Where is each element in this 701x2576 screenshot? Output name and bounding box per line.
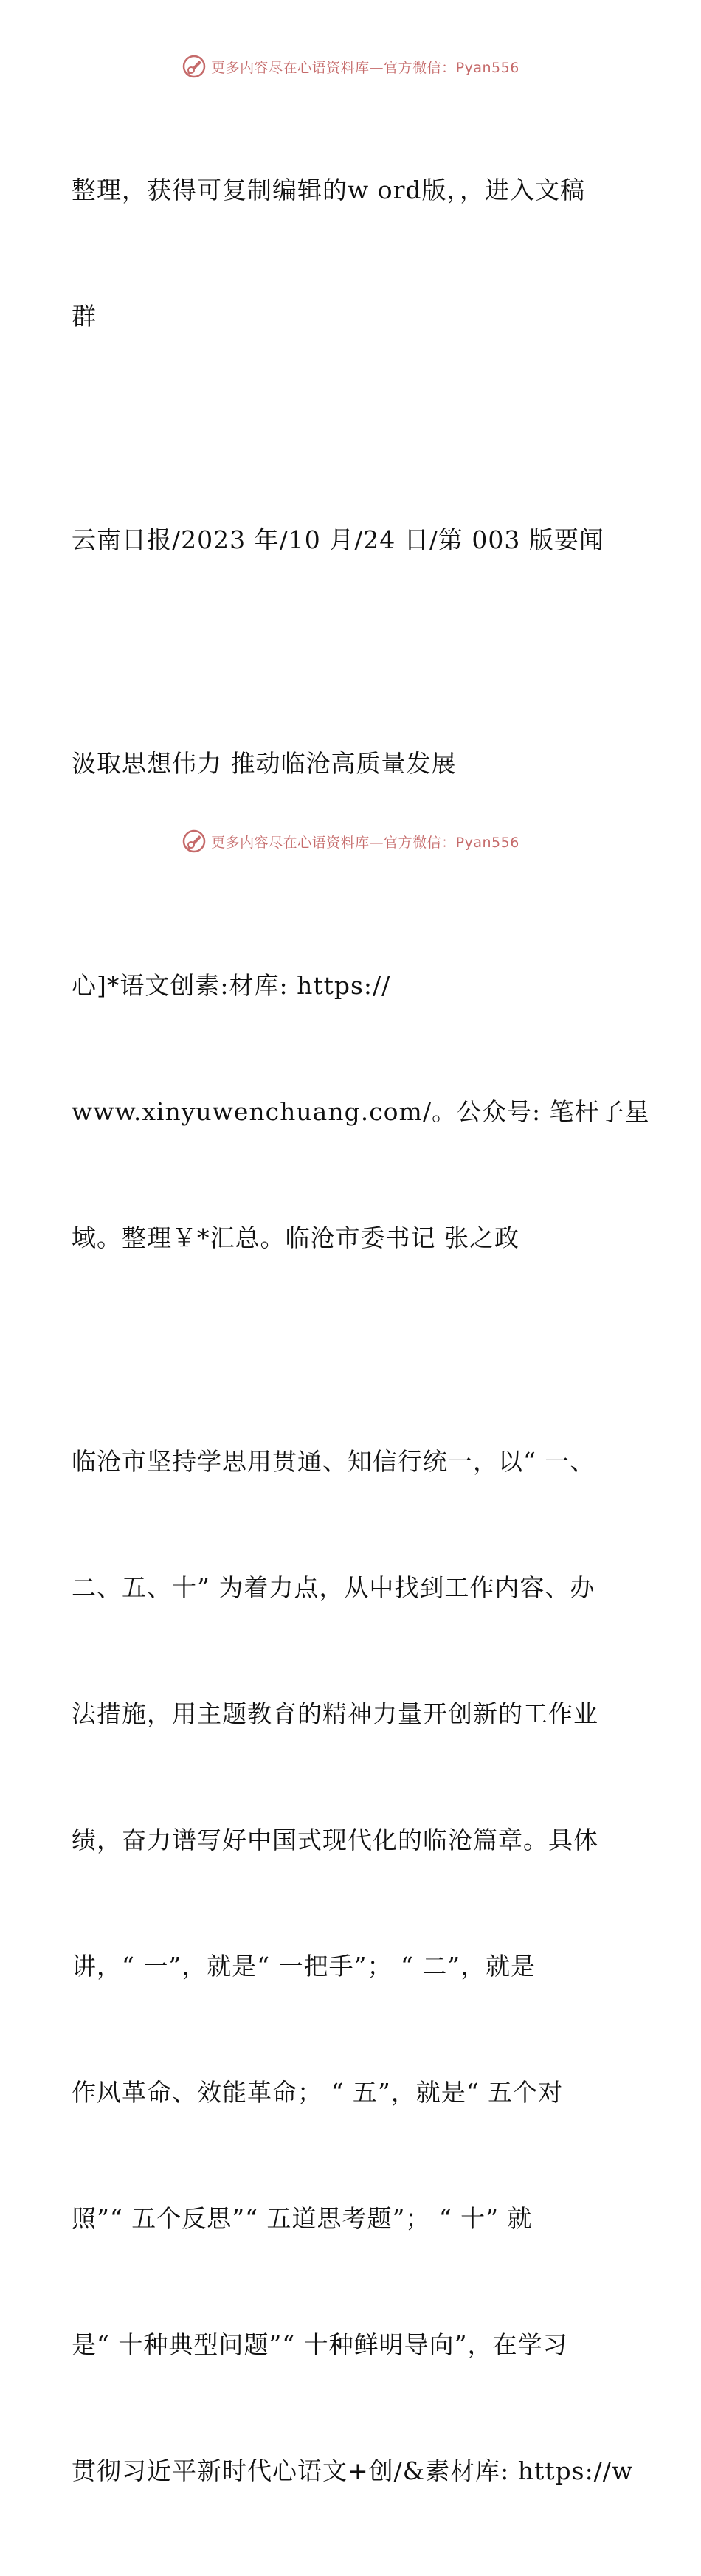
text-line: 二、五、十” 为着力点，从中找到工作内容、办 <box>72 1573 595 1602</box>
text-line: 绩，奋力谱写好中国式现代化的临沧篇章。具体 <box>72 1826 598 1854</box>
text-line: 照”“ 五个反思”“ 五道思考题”； “ 十” 就 <box>72 2204 533 2233</box>
wechat-id: Pyan556 <box>455 834 519 851</box>
paragraph-body <box>72 1356 632 2576</box>
text-line: 域。整理￥*汇总。临沧市委书记 张之政 <box>72 1223 519 1252</box>
footer-watermark-banner <box>0 825 701 857</box>
text-line: 心]*语文创素:材库: https:// <box>72 971 391 1000</box>
banner-text: 更多内容尽在心语资料库—官方微信：Pyan556 <box>211 59 519 76</box>
feather-pen-logo-icon <box>182 829 207 854</box>
text-line: www.xinyuwenchuang.com/。公众号: 笔杆子星 <box>72 1097 650 1126</box>
text-line: 群 <box>72 302 97 331</box>
text-line: 讲，“ 一”，就是“ 一把手”； “ 二”，就是 <box>72 1952 536 1981</box>
paragraph-intro <box>72 85 632 421</box>
text-line: 贯彻习近平新时代心语文+创/&素材库: https://w <box>72 2456 634 2485</box>
wechat-id: Pyan556 <box>455 59 519 76</box>
text-line: 云南日报/2023 年/10 月/24 日/第 003 版要闻 <box>72 525 604 554</box>
header-watermark-banner <box>0 50 701 83</box>
text-line: 汲取思想伟力 推动临沧高质量发展 <box>72 749 457 778</box>
banner-text: 更多内容尽在心语资料库—官方微信：Pyan556 <box>211 834 519 851</box>
text-line: 整理，获得可复制编辑的w ord版，，进入文稿 <box>72 176 586 204</box>
paragraph-source <box>72 435 632 645</box>
text-line: 临沧市坚持学思用贯通、知信行统一，以“ 一、 <box>72 1447 595 1476</box>
text-line: 作风革命、效能革命； “ 五”，就是“ 五个对 <box>72 2078 564 2107</box>
document-body <box>72 85 650 2576</box>
feather-pen-logo-icon <box>182 54 207 79</box>
text-line: 是“ 十种典型问题”“ 十种鲜明导向”，在学习 <box>72 2330 568 2359</box>
text-line: 法措施，用主题教育的精神力量开创新的工作业 <box>72 1699 598 1728</box>
paragraph-byline <box>72 880 650 1343</box>
